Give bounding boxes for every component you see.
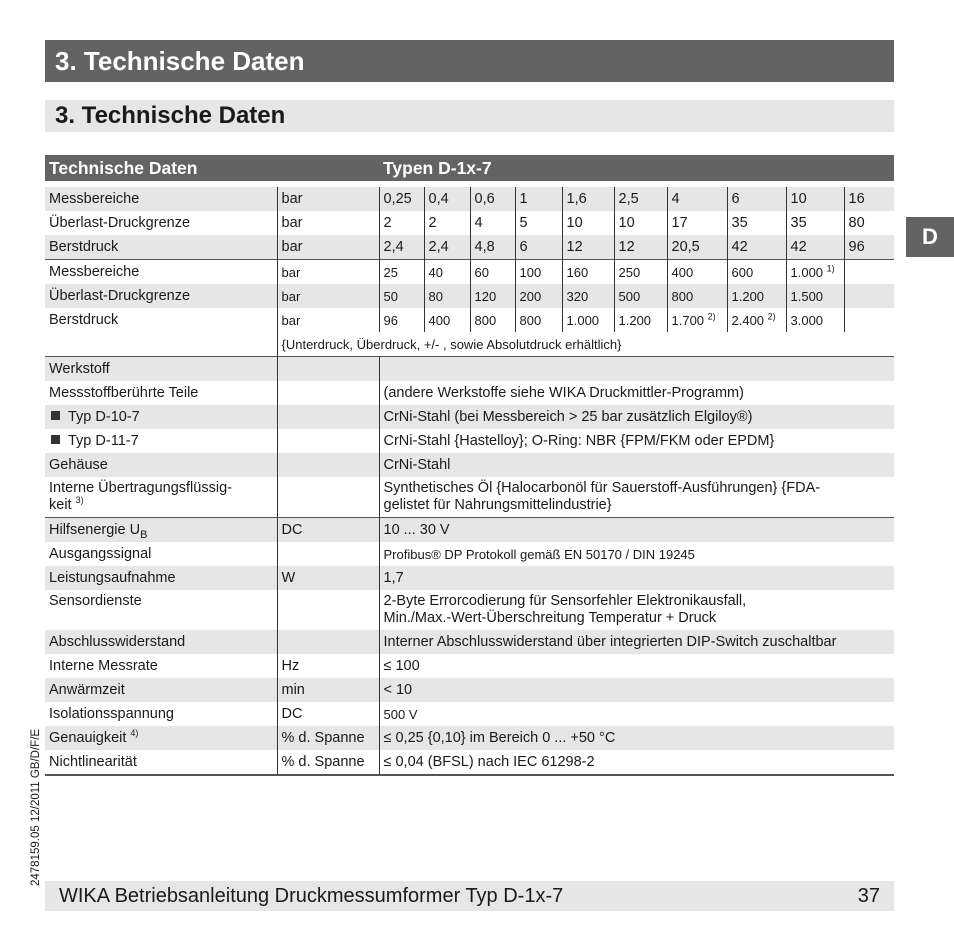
label-fluessigkeit: Interne Übertragungsflüssig- keit $^{3)}$: [49, 480, 232, 513]
range-value-cell: 0,4: [424, 187, 470, 211]
range-value-cell: 2.400 $^{2)}$: [727, 308, 786, 332]
range-value-cell: 800: [667, 284, 727, 308]
table-row-messstoff: [45, 381, 894, 405]
unit-hilfsenergie: DC: [277, 518, 379, 543]
range-value-cell: 2,4: [379, 235, 424, 260]
range-label: Berstdruck: [45, 235, 277, 260]
range-value-cell: 0,6: [470, 187, 515, 211]
label-gehaeuse: Gehäuse: [45, 453, 277, 477]
table-row-sensor: [45, 590, 894, 630]
range-label: Überlast-Druckgrenze: [45, 284, 277, 308]
unit-messrate: Hz: [277, 654, 379, 678]
table-row-anwaerm: [45, 678, 894, 702]
unit-leistung: W: [277, 566, 379, 590]
range-value-cell: 6: [515, 235, 562, 260]
label-messrate: Interne Messrate: [49, 658, 158, 674]
range-value-cell: 10: [786, 187, 844, 211]
range-value-cell: 4: [470, 211, 515, 235]
square-bullet-icon: [51, 435, 60, 444]
range-value-cell: 80: [844, 211, 894, 235]
range-value-cell: 400: [667, 260, 727, 285]
value-isolation: 500 V: [379, 702, 894, 726]
label-abschluss: Abschlusswiderstand: [45, 630, 277, 654]
value-typ-d11: CrNi-Stahl {Hastelloy}; O-Ring: NBR {FPM/FKM oder EPDM}: [379, 429, 894, 453]
label-hilfsenergie: Hilfsenergie $U_B$: [45, 518, 277, 543]
range-value-cell: 1.200: [614, 308, 667, 332]
label-typ-d10: Typ D-10-7: [45, 405, 277, 429]
range-value-cell: 120: [470, 284, 515, 308]
label-nichtlinearitaet: Nichtlinearität: [45, 750, 277, 775]
range-value-cell: 2: [424, 211, 470, 235]
range-value-cell: 2,5: [614, 187, 667, 211]
range-value-cell: 160: [562, 260, 614, 285]
range-value-cell: 600: [727, 260, 786, 285]
table-row-range: [45, 187, 894, 211]
table-row-leistung: [45, 566, 894, 590]
value-messrate: ≤ 100: [379, 654, 894, 678]
unit-anwaerm: min: [277, 678, 379, 702]
label-werkstoff: Werkstoff: [45, 357, 277, 382]
table-row-messrate: [45, 654, 894, 678]
table-row-werkstoff: [45, 357, 894, 382]
document-code: 2478159.05 12/2011 GB/D/F/E: [30, 728, 42, 886]
range-value-cell: 4: [667, 187, 727, 211]
range-value-cell: 40: [424, 260, 470, 285]
table-row-range: [45, 260, 894, 285]
range-value-cell: [844, 284, 894, 308]
range-value-cell: 1.000: [562, 308, 614, 332]
table-row-hilfsenergie: [45, 518, 894, 543]
range-value-cell: 2: [379, 211, 424, 235]
range-value-cell: 0,25: [379, 187, 424, 211]
label-sensor: Sensordienste: [49, 593, 142, 609]
range-value-cell: 5: [515, 211, 562, 235]
range-label: Überlast-Druckgrenze: [49, 215, 191, 231]
range-value-cell: 250: [614, 260, 667, 285]
range-unit: bar: [277, 260, 379, 285]
range-value-cell: 4,8: [470, 235, 515, 260]
range-value-cell: 96: [844, 235, 894, 260]
range-value-cell: 50: [379, 284, 424, 308]
range-value-cell: 20,5: [667, 235, 727, 260]
table-row-range: [45, 235, 894, 260]
range-value-cell: 200: [515, 284, 562, 308]
header-col-typen: Typen D-1x-7: [379, 155, 894, 181]
value-fluessigkeit: Synthetisches Öl {Halocarbonöl für Sauerstoff-Ausführungen} {FDA- gelistet für Nahrungsmittelindustrie}: [379, 477, 894, 518]
range-label: Messbereiche: [45, 260, 277, 285]
range-value-cell: 1: [515, 187, 562, 211]
table-row-typ-d10: [45, 405, 894, 429]
table-row-range-note: [45, 332, 894, 357]
range-value-cell: 500: [614, 284, 667, 308]
range-unit: bar: [277, 235, 379, 260]
label-genauigkeit: Genauigkeit $^{4)}$: [45, 726, 277, 750]
chapter-title: 3. Technische Daten: [55, 46, 305, 76]
range-value-cell: 100: [515, 260, 562, 285]
value-hilfsenergie: 10 ... 30 V: [379, 518, 894, 543]
table-row-typ-d11: [45, 429, 894, 453]
header-col-technische-daten: Technische Daten: [45, 155, 379, 181]
cell-empty: [45, 332, 277, 357]
value-anwaerm: < 10: [379, 678, 894, 702]
section-title: 3. Technische Daten: [55, 102, 286, 129]
range-value-cell: 80: [424, 284, 470, 308]
value-sensor: 2-Byte Errorcodierung für Sensorfehler Elektronikausfall, Min./Max.-Wert-Überschreitung Temperatur + Druck: [379, 590, 894, 630]
range-value-cell: 6: [727, 187, 786, 211]
range-value-cell: 42: [786, 235, 844, 260]
value-genauigkeit: ≤ 0,25 {0,10} im Bereich 0 ... +50 °C: [379, 726, 894, 750]
table-row-gehaeuse: [45, 453, 894, 477]
range-value-cell: 1.500: [786, 284, 844, 308]
range-value-cell: 320: [562, 284, 614, 308]
unit-isolation: DC: [277, 702, 379, 726]
range-value-cell: [844, 308, 894, 332]
range-unit: bar: [277, 211, 379, 235]
value-nichtlinearitaet: ≤ 0,04 (BFSL) nach IEC 61298-2: [379, 750, 894, 775]
range-value-cell: 35: [727, 211, 786, 235]
table-row-abschluss: [45, 630, 894, 654]
range-value-cell: 10: [562, 211, 614, 235]
label-messstoff: Messstoffberührte Teile: [49, 385, 199, 401]
table-row-range: [45, 308, 894, 332]
section-title-bar: [45, 100, 894, 132]
range-unit: bar: [277, 187, 379, 211]
language-tab[interactable]: D: [906, 217, 954, 257]
range-label: Messbereiche: [45, 187, 277, 211]
page-footer: [45, 881, 894, 911]
chapter-title-bar: [45, 40, 894, 82]
page-number: 37: [857, 885, 880, 907]
range-note: {Unterdruck, Überdruck, +/- , sowie Absolutdruck erhältlich}: [277, 332, 844, 357]
table-row-isolation: [45, 702, 894, 726]
range-value-cell: 12: [614, 235, 667, 260]
table-row-range: [45, 284, 894, 308]
label-anwaerm: Anwärmzeit: [45, 678, 277, 702]
range-value-cell: 16: [844, 187, 894, 211]
range-value-cell: 3.000: [786, 308, 844, 332]
range-value-cell: 96: [379, 308, 424, 332]
value-leistung: 1,7: [379, 566, 894, 590]
table-row-genauigkeit: [45, 726, 894, 750]
range-value-cell: 1.000 $^{1)}$: [786, 260, 844, 285]
range-unit: bar: [277, 308, 379, 332]
range-value-cell: [844, 260, 894, 285]
value-typ-d10: CrNi-Stahl (bei Messbereich > 25 bar zusätzlich Elgiloy®): [379, 405, 894, 429]
table-row-range: [45, 211, 894, 235]
range-value-cell: 1,6: [562, 187, 614, 211]
label-leistung: Leistungsaufnahme: [45, 566, 277, 590]
range-value-cell: 60: [470, 260, 515, 285]
range-value-cell: 2,4: [424, 235, 470, 260]
range-value-cell: 800: [470, 308, 515, 332]
value-messstoff: (andere Werkstoffe siehe WIKA Druckmittler-Programm): [379, 381, 894, 405]
range-value-cell: 1.700 $^{2)}$: [667, 308, 727, 332]
unit-nichtlinearitaet: % d. Spanne: [277, 750, 379, 775]
table-row-ausgang: [45, 542, 894, 566]
square-bullet-icon: [51, 411, 60, 420]
range-value-cell: 400: [424, 308, 470, 332]
range-value-cell: 42: [727, 235, 786, 260]
table-row-fluessigkeit: [45, 477, 894, 518]
range-value-cell: 17: [667, 211, 727, 235]
label-typ-d11: Typ D-11-7: [45, 429, 277, 453]
table-header-row: [45, 155, 894, 181]
range-value-cell: 1.200: [727, 284, 786, 308]
range-value-cell: 12: [562, 235, 614, 260]
range-value-cell: 800: [515, 308, 562, 332]
label-isolation: Isolationsspannung: [49, 706, 174, 722]
range-value-cell: 35: [786, 211, 844, 235]
label-ausgang: Ausgangssignal: [49, 546, 152, 562]
range-unit: bar: [277, 284, 379, 308]
value-gehaeuse: CrNi-Stahl: [379, 453, 894, 477]
spec-table: [45, 155, 894, 776]
unit-genauigkeit: % d. Spanne: [277, 726, 379, 750]
footer-title: WIKA Betriebsanleitung Druckmessumformer Typ D-1x-7: [59, 885, 564, 907]
value-abschluss: Interner Abschlusswiderstand über integrierten DIP-Switch zuschaltbar: [379, 630, 894, 654]
range-value-cell: 10: [614, 211, 667, 235]
range-value-cell: 25: [379, 260, 424, 285]
table-row-nichtlinearitaet: [45, 750, 894, 775]
range-label: Berstdruck: [49, 312, 119, 328]
value-ausgang: Profibus® DP Protokoll gemäß EN 50170 / DIN 19245: [379, 542, 894, 566]
